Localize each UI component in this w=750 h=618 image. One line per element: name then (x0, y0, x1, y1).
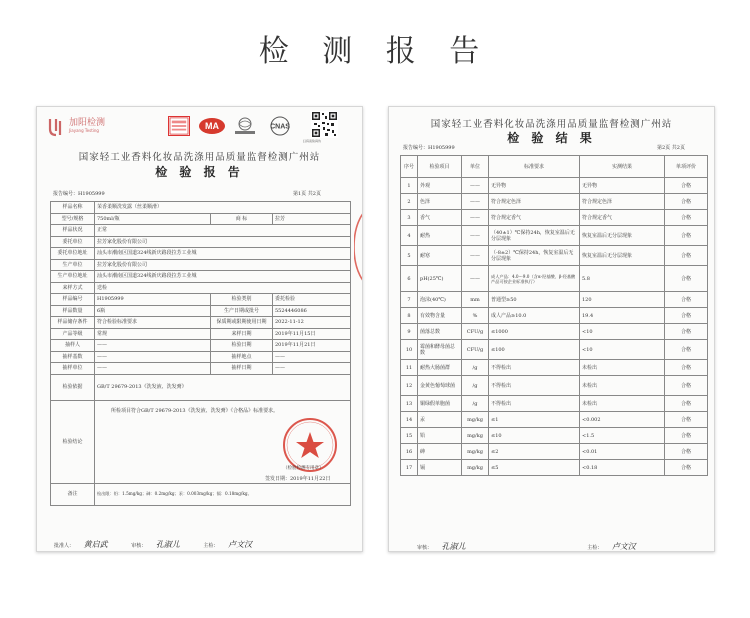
table-cell: 合格 (665, 460, 708, 476)
table-cell: 耐热 (418, 226, 462, 246)
table-cell: 符合规定香气 (489, 210, 580, 226)
table-cell: 合格 (665, 226, 708, 246)
table-cell: ≤100 (489, 340, 580, 360)
column-header: 实测结果 (580, 156, 665, 178)
table-cell: 耐热大肠菌群 (418, 360, 462, 376)
table-cell: <0.01 (580, 444, 665, 460)
company-logo (47, 116, 122, 138)
test-report-page-1 (36, 106, 363, 552)
table-cell: 14 (401, 412, 418, 428)
table-row: 产品等级 常规 来样日期 2019年11月15日 (51, 328, 351, 340)
table-cell: 9 (401, 324, 418, 340)
table-row (401, 226, 708, 246)
qr-caption: 扫码查验真伪 (303, 139, 322, 143)
table-cell: 15 (401, 428, 418, 444)
table-cell: CFU/g (462, 340, 489, 360)
table-cell: <0.18 (580, 460, 665, 476)
table-cell: 未检出 (580, 360, 665, 376)
table-cell: 镉 (418, 460, 462, 476)
signature-line (417, 541, 636, 552)
report-info-table (50, 201, 351, 506)
table-row: 抽样基数 —— 抽样地点 —— (51, 351, 351, 363)
report-number: 报告编号：H1905999 (403, 145, 455, 151)
table-cell: 恢复室温后无分层现象 (580, 226, 665, 246)
table-cell: —— (462, 226, 489, 246)
inspector-label: 主检： (203, 543, 219, 549)
table-cell: ≤1000 (489, 324, 580, 340)
table-row (401, 292, 708, 308)
table-cell: 合格 (665, 360, 708, 376)
ilac-mra-icon (231, 116, 259, 136)
table-row (401, 178, 708, 194)
table-row (401, 266, 708, 292)
table-cell: 合格 (665, 412, 708, 428)
table-cell: 成人产品≥10.0 (489, 308, 580, 324)
verdict-row: 检验结论 所检项目符合GB/T 29679-2013《洗发液、洗发膏》《合格品》标准要求。 （检验检测专用章） 签发日期：2019年11月22日 (51, 400, 351, 483)
table-cell: 普通型≥50 (489, 292, 580, 308)
table-cell: 金黄色葡萄球菌 (418, 376, 462, 396)
table-cell: 霉菌和酵母菌总数 (418, 340, 462, 360)
table-row (401, 340, 708, 360)
table-cell: pH(25℃) (418, 266, 462, 292)
table-cell: 合格 (665, 376, 708, 396)
inspector-label: 主检： (587, 545, 603, 551)
reviewer-signature: 孔淑儿 (155, 540, 180, 549)
table-cell: mg/kg (462, 460, 489, 476)
table-row (401, 194, 708, 210)
qr-code-icon (311, 111, 338, 138)
table-row: 抽样人 —— 检验日期 2019年11月21日 (51, 340, 351, 352)
table-cell: ≤5 (489, 460, 580, 476)
table-cell: 5.8 (580, 266, 665, 292)
approver-signature: 黄启武 (83, 540, 108, 549)
ma-mark-icon (197, 116, 227, 136)
table-cell: —— (462, 246, 489, 266)
table-cell: 不得检出 (489, 376, 580, 396)
table-cell: 铜绿假单胞菌 (418, 396, 462, 412)
table-cell: 砷 (418, 444, 462, 460)
page-number: 第2页 共2页 (657, 145, 685, 151)
table-row: 样品编号 H1905999 检验类别 委托检验 (51, 294, 351, 306)
table-cell: 符合规定色泽 (580, 194, 665, 210)
reviewer-signature: 孔淑儿 (441, 542, 466, 551)
inspector-signature: 卢文汉 (611, 542, 636, 551)
test-report-page-2 (388, 106, 715, 552)
table-row: 委托单位 拉芳家化股份有限公司 (51, 236, 351, 248)
table-row: 抽样单位 —— 抽样日期 —— (51, 363, 351, 375)
table-cell: 2 (401, 194, 418, 210)
table-cell: <10 (580, 340, 665, 360)
table-cell: 耐寒 (418, 246, 462, 266)
table-cell: CFU/g (462, 324, 489, 340)
table-cell: <1.5 (580, 428, 665, 444)
signature-line (54, 539, 252, 550)
table-cell: ≤2 (489, 444, 580, 460)
table-cell: 汞 (418, 412, 462, 428)
table-cell: 1 (401, 178, 418, 194)
table-cell: 合格 (665, 246, 708, 266)
cnas-icon (263, 116, 297, 136)
table-row: 委托单位地址 汕头市潮南区国道324线新庆路段拉芳工业城 (51, 248, 351, 260)
table-row (401, 444, 708, 460)
table-cell: 12 (401, 376, 418, 396)
table-cell: 铅 (418, 428, 462, 444)
table-cell: 4 (401, 226, 418, 246)
table-cell: mm (462, 292, 489, 308)
table-cell: 色泽 (418, 194, 462, 210)
table-cell: 外观 (418, 178, 462, 194)
inspector-signature: 卢文汉 (228, 540, 253, 549)
table-cell: （-8±2）℃保持24h，恢复室温后无分层现象 (489, 246, 580, 266)
table-cell: 合格 (665, 178, 708, 194)
table-cell: （40±1）℃保持24h，恢复室温后无分层现象 (489, 226, 580, 246)
table-cell: /g (462, 360, 489, 376)
document-title: 检 验 报 告 (155, 165, 244, 179)
table-cell: 11 (401, 360, 418, 376)
logo-mark-icon (47, 117, 65, 137)
table-cell: 合格 (665, 428, 708, 444)
table-row (401, 460, 708, 476)
table-cell: 未检出 (580, 376, 665, 396)
table-cell: —— (462, 210, 489, 226)
logo-name: 加阳检测 (69, 118, 106, 128)
column-header: 序号 (401, 156, 418, 178)
table-cell: /g (462, 376, 489, 396)
table-cell: 不得检出 (489, 360, 580, 376)
table-cell: —— (462, 194, 489, 210)
page-number: 第1页 共2页 (293, 191, 321, 197)
seam-seal-icon (354, 202, 363, 292)
table-cell: 无异物 (580, 178, 665, 194)
table-cell: % (462, 308, 489, 324)
table-row (401, 308, 708, 324)
table-row: 样品状况 正常 (51, 225, 351, 237)
approver-label: 批准人： (54, 543, 75, 549)
svg-text:MA: MA (205, 121, 219, 131)
table-cell: 符合规定香气 (580, 210, 665, 226)
svg-text:CNAS: CNAS (270, 123, 290, 131)
table-cell: 合格 (665, 324, 708, 340)
table-cell: 合格 (665, 308, 708, 324)
table-cell: 符合规定色泽 (489, 194, 580, 210)
stamp-caption: （检验检测专用章） (283, 465, 324, 471)
table-row (401, 360, 708, 376)
table-cell: mg/kg (462, 428, 489, 444)
table-row: 样品名称 茉香柔顺洗发露（丝柔顺滑） (51, 202, 351, 214)
results-table (400, 155, 708, 476)
table-cell: /g (462, 396, 489, 412)
table-cell: 合格 (665, 292, 708, 308)
table-cell: 19.4 (580, 308, 665, 324)
table-cell: 恢复室温后无分层现象 (580, 246, 665, 266)
table-cell: 菌落总数 (418, 324, 462, 340)
table-cell: 香气 (418, 210, 462, 226)
table-cell: —— (462, 266, 489, 292)
table-row: 检验依据 GB/T 29679-2013《洗发液、洗发膏》 (51, 374, 351, 400)
table-cell: 13 (401, 396, 418, 412)
reviewer-label: 审核： (417, 545, 433, 551)
table-cell: 合格 (665, 340, 708, 360)
table-cell: 泡沫(40℃) (418, 292, 462, 308)
table-cell: <10 (580, 324, 665, 340)
table-cell: 7 (401, 292, 418, 308)
table-cell: mg/kg (462, 412, 489, 428)
table-cell: 合格 (665, 210, 708, 226)
table-cell: 120 (580, 292, 665, 308)
table-cell: 10 (401, 340, 418, 360)
table-cell: <0.002 (580, 412, 665, 428)
table-cell: mg/kg (462, 444, 489, 460)
table-cell: 合格 (665, 194, 708, 210)
table-cell: 合格 (665, 266, 708, 292)
table-row (401, 376, 708, 396)
table-row (401, 396, 708, 412)
table-cell: 有效物含量 (418, 308, 462, 324)
column-header: 标准要求 (489, 156, 580, 178)
table-cell: 成人产品：4.0～9.0（含α-羟基酸、β-羟基酸产品可按企业标准执行） (489, 266, 580, 292)
institute-name: 国家轻工业香料化妆品洗涤用品质量监督检测广州站 (78, 152, 321, 163)
table-cell: 6 (401, 266, 418, 292)
table-row: 备注 检出限：铅：1.5mg/kg；砷：0.2mg/kg；汞：0.003mg/kg；镉：0.18mg/kg。 (51, 483, 351, 505)
issue-date: 签发日期：2019年11月22日 (265, 475, 331, 482)
table-row: 型号/规格 750ml/瓶 商 标 拉芳 (51, 213, 351, 225)
reviewer-label: 审核： (131, 543, 147, 549)
table-row (401, 210, 708, 226)
table-cell: —— (462, 178, 489, 194)
column-header: 单项评价 (665, 156, 708, 178)
table-row (401, 412, 708, 428)
table-cell: 8 (401, 308, 418, 324)
logo-subtitle: Jiayang Testing (69, 128, 99, 133)
cma-red-icon (168, 116, 190, 136)
table-header-row (401, 156, 708, 178)
table-cell: ≤1 (489, 412, 580, 428)
table-cell: 不得检出 (489, 396, 580, 412)
page-title: 检 测 报 告 (258, 34, 492, 69)
table-cell: 无异物 (489, 178, 580, 194)
verdict-text: 所检项目符合GB/T 29679-2013《洗发液、洗发膏》《合格品》标准要求。 (111, 407, 279, 414)
column-header: 检验项目 (418, 156, 462, 178)
table-row (401, 428, 708, 444)
table-cell: 合格 (665, 396, 708, 412)
institute-name: 国家轻工业香料化妆品洗涤用品质量监督检测广州站 (430, 119, 673, 130)
document-title: 检 验 结 果 (507, 131, 596, 145)
results-body (401, 178, 708, 476)
table-row: 生产单位地址 汕头市潮南区国道324线新庆路段拉芳工业城 (51, 271, 351, 283)
table-cell: 5 (401, 246, 418, 266)
table-cell: 合格 (665, 444, 708, 460)
table-row (401, 246, 708, 266)
table-row: 样品储存条件 符合检验标准要求 保质期或限期使用日期 2022-11-12 (51, 317, 351, 329)
table-row (401, 324, 708, 340)
report-number: 报告编号：H1905999 (53, 191, 105, 197)
column-header: 单位 (462, 156, 489, 178)
table-row: 样品数量 6瓶 生产日期或批号 5524446086 (51, 305, 351, 317)
table-row: 来样方式 送检 (51, 282, 351, 294)
table-row: 生产单位 拉芳家化股份有限公司 (51, 259, 351, 271)
table-cell: 17 (401, 460, 418, 476)
table-cell: ≤10 (489, 428, 580, 444)
table-cell: 3 (401, 210, 418, 226)
table-cell: 16 (401, 444, 418, 460)
table-cell: 未检出 (580, 396, 665, 412)
